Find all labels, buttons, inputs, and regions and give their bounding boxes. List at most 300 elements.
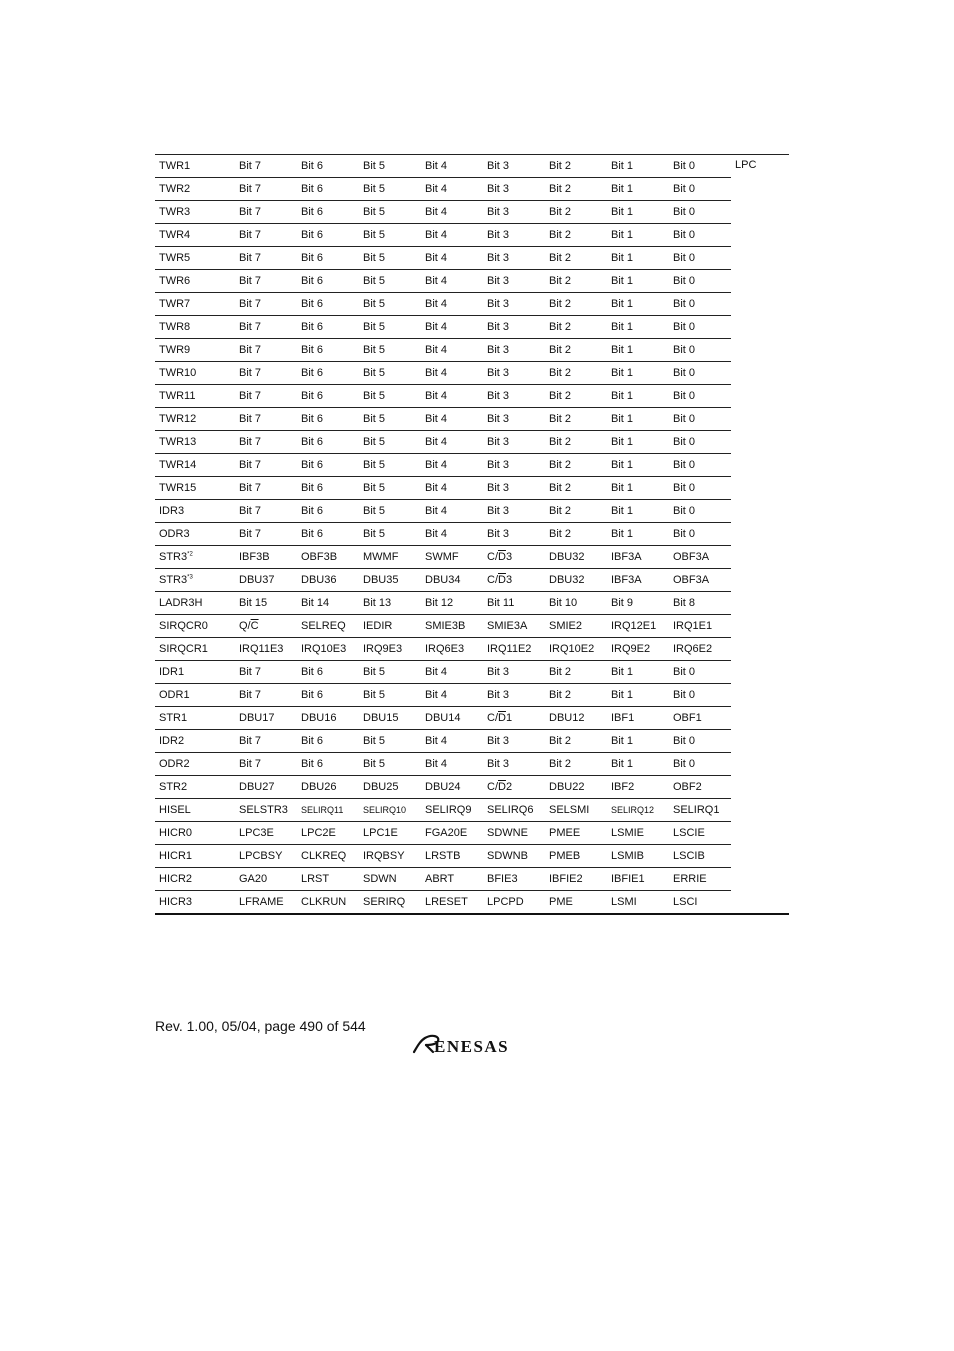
bit-cell: DBU32 <box>545 569 607 592</box>
bit-cell: IRQ11E3 <box>235 638 297 661</box>
bit-cell: Bit 1 <box>607 224 669 247</box>
bit-cell: Bit 4 <box>421 684 483 707</box>
overline-text: $\overline{D}$ <box>498 711 506 724</box>
bit-cell: Bit 4 <box>421 477 483 500</box>
bit-cell: SELIRQ1 <box>669 799 731 822</box>
bit-cell: Bit 6 <box>297 408 359 431</box>
bit-cell: DBU14 <box>421 707 483 730</box>
bit-cell: Bit 6 <box>297 523 359 546</box>
bit-cell: Bit 7 <box>235 316 297 339</box>
bit-cell: Bit 5 <box>359 362 421 385</box>
bit-cell: SELSMI <box>545 799 607 822</box>
bit-cell: Bit 6 <box>297 362 359 385</box>
bit-cell: Bit 7 <box>235 178 297 201</box>
register-name-cell: STR2 <box>155 776 235 799</box>
bit-cell: Bit 0 <box>669 362 731 385</box>
bit-cell: OBF1 <box>669 707 731 730</box>
bit-cell: Bit 4 <box>421 155 483 178</box>
bit-cell: Bit 5 <box>359 270 421 293</box>
bit-cell: SDWN <box>359 868 421 891</box>
register-name-cell: TWR15 <box>155 477 235 500</box>
register-name-cell: TWR4 <box>155 224 235 247</box>
bit-cell: Bit 7 <box>235 730 297 753</box>
bit-cell: Bit 6 <box>297 661 359 684</box>
bit-cell: Bit 3 <box>483 247 545 270</box>
table-row <box>155 385 789 408</box>
bit-cell: LPC1E <box>359 822 421 845</box>
bit-cell: SELSTR3 <box>235 799 297 822</box>
bit-cell: Bit 1 <box>607 408 669 431</box>
register-name-cell: HICR2 <box>155 868 235 891</box>
register-name-cell: ODR2 <box>155 753 235 776</box>
table-row <box>155 891 789 915</box>
bit-cell: Bit 4 <box>421 431 483 454</box>
bit-cell: Bit 3 <box>483 270 545 293</box>
table-row <box>155 661 789 684</box>
register-name-cell: HICR1 <box>155 845 235 868</box>
bit-cell: IRQ10E3 <box>297 638 359 661</box>
bit-cell: LSMIE <box>607 822 669 845</box>
register-name-cell: HISEL <box>155 799 235 822</box>
table-row <box>155 845 789 868</box>
bit-cell: Bit 2 <box>545 523 607 546</box>
bit-cell: Bit 3 <box>483 408 545 431</box>
bit-cell: Bit 7 <box>235 385 297 408</box>
bit-cell: Bit 7 <box>235 431 297 454</box>
bit-cell: Bit 5 <box>359 316 421 339</box>
bit-cell: $Q/\overline{C}$ <box>235 615 297 638</box>
bit-cell: Bit 0 <box>669 316 731 339</box>
bit-cell: Bit 0 <box>669 201 731 224</box>
bit-cell: Bit 7 <box>235 500 297 523</box>
bit-cell: SERIRQ <box>363 895 406 908</box>
table-row <box>155 868 789 891</box>
bit-cell: Bit 6 <box>297 224 359 247</box>
bit-cell: LPCPD <box>487 895 524 908</box>
bit-cell: ABRT <box>421 868 483 891</box>
bit-cell: Bit 6 <box>297 247 359 270</box>
table-row <box>155 707 789 730</box>
bit-cell: SMIE3B <box>421 615 483 638</box>
table-row <box>155 454 789 477</box>
bit-cell: DBU35 <box>359 569 421 592</box>
bit-cell: Bit 6 <box>297 178 359 201</box>
bit-cell: LRESET <box>425 895 468 908</box>
bit-cell: Bit 4 <box>421 408 483 431</box>
bit-cell: Bit 3 <box>483 730 545 753</box>
table-row <box>155 546 789 569</box>
bit-cell: Bit 1 <box>607 385 669 408</box>
bit-cell: Bit 3 <box>483 155 545 178</box>
bit-cell: Bit 3 <box>483 684 545 707</box>
register-name-cell: TWR10 <box>155 362 235 385</box>
bit-cell: Bit 2 <box>545 753 607 776</box>
bit-cell: SELREQ <box>297 615 359 638</box>
bit-cell: Bit 3 <box>483 362 545 385</box>
register-name-cell: SIRQCR0 <box>155 615 235 638</box>
bit-cell: Bit 3 <box>483 178 545 201</box>
bit-cell: Bit 4 <box>421 178 483 201</box>
bit-cell: Bit 7 <box>235 224 297 247</box>
bit-cell: Bit 1 <box>607 362 669 385</box>
bit-cell: Bit 5 <box>359 201 421 224</box>
bit-cell: Bit 1 <box>607 730 669 753</box>
bit-cell: GA20 <box>235 868 297 891</box>
bit-cell: IRQ6E3 <box>421 638 483 661</box>
register-name-cell: HICR0 <box>155 822 235 845</box>
bit-cell: Bit 3 <box>483 339 545 362</box>
bit-cell: IRQ12E1 <box>607 615 669 638</box>
bit-cell: $C/\overline{D}3$ <box>483 569 545 592</box>
bit-cell: Bit 6 <box>297 753 359 776</box>
bit-cell: IRQ11E2 <box>483 638 545 661</box>
bit-cell: Bit 3 <box>483 431 545 454</box>
bit-cell: Bit 3 <box>483 316 545 339</box>
bit-cell: Bit 4 <box>421 661 483 684</box>
bit-cell: IRQ10E2 <box>545 638 607 661</box>
bit-cell: Bit 2 <box>545 155 607 178</box>
bit-cell: Bit 0 <box>669 178 731 201</box>
register-name-cell: IDR2 <box>155 730 235 753</box>
bit-cell: Bit 4 <box>421 224 483 247</box>
bit-cell: DBU36 <box>297 569 359 592</box>
bit-cell: Bit 0 <box>669 477 731 500</box>
bit-cell: Bit 0 <box>669 247 731 270</box>
bit-cell <box>607 799 669 822</box>
bit-cell: Bit 1 <box>607 155 669 178</box>
table-row <box>155 500 789 523</box>
bit-cell: DBU12 <box>545 707 607 730</box>
bit-cell: Bit 2 <box>545 661 607 684</box>
bit-cell: Bit 1 <box>607 270 669 293</box>
bit-cell: Bit 0 <box>669 730 731 753</box>
bit-cell: Bit 2 <box>545 454 607 477</box>
bit-cell: Bit 6 <box>297 730 359 753</box>
register-name-cell: TWR2 <box>155 178 235 201</box>
bit-cell: IBFIE1 <box>607 868 669 891</box>
bit-cell: Bit 5 <box>359 500 421 523</box>
bit-cell: Bit 2 <box>545 339 607 362</box>
bit-cell: Bit 4 <box>421 362 483 385</box>
svg-text:ENESAS: ENESAS <box>434 1037 510 1056</box>
overline-text: $\overline{D}$ <box>498 780 506 793</box>
bit-cell: Bit 3 <box>483 224 545 247</box>
bit-cell: IRQ9E3 <box>359 638 421 661</box>
bit-cell: Bit 6 <box>297 339 359 362</box>
register-name-cell: TWR11 <box>155 385 235 408</box>
bit-cell: Bit 4 <box>421 247 483 270</box>
bit-cell: Bit 0 <box>669 385 731 408</box>
bit-cell: DBU25 <box>359 776 421 799</box>
bit-cell: PME <box>549 895 573 908</box>
bit-cell: Bit 4 <box>421 270 483 293</box>
bit-cell: Bit 6 <box>297 500 359 523</box>
bit-cell: Bit 1 <box>607 477 669 500</box>
bit-cell: Bit 0 <box>669 224 731 247</box>
bit-cell: SELIRQ6 <box>483 799 545 822</box>
table-row <box>155 776 789 799</box>
table-row <box>155 408 789 431</box>
bit-cell: ERRIE <box>669 868 731 891</box>
overline-text: $\overline{D}$ <box>498 550 506 563</box>
bit-cell: DBU24 <box>421 776 483 799</box>
bit-cell: IBF3B <box>235 546 297 569</box>
bit-cell: IRQBSY <box>359 845 421 868</box>
bit-cell: Bit 15 <box>235 592 297 615</box>
bit-cell: Bit 1 <box>607 523 669 546</box>
bit-cell: OBF3A <box>669 546 731 569</box>
bit-cell: Bit 6 <box>297 684 359 707</box>
bit-cell: Bit 6 <box>297 431 359 454</box>
bit-cell: Bit 7 <box>235 293 297 316</box>
bit-cell <box>359 799 421 822</box>
bit-cell: LPC3E <box>235 822 297 845</box>
register-name-cell: LADR3H <box>155 592 235 615</box>
bit-cell: Bit 4 <box>421 523 483 546</box>
bit-cell: Bit 1 <box>607 454 669 477</box>
bit-cell: Bit 7 <box>235 477 297 500</box>
register-name-cell: ODR3 <box>155 523 235 546</box>
bit-cell: Bit 7 <box>235 408 297 431</box>
bit-cell: Bit 5 <box>359 684 421 707</box>
bit-cell: Bit 3 <box>483 454 545 477</box>
bit-cell: Bit 9 <box>607 592 669 615</box>
bit-cell: Bit 4 <box>421 753 483 776</box>
bit-cell: Bit 5 <box>359 454 421 477</box>
bit-cell: Bit 6 <box>297 293 359 316</box>
bit-cell: Bit 2 <box>545 362 607 385</box>
bit-cell: Bit 1 <box>607 201 669 224</box>
bit-cell: Bit 0 <box>669 661 731 684</box>
bit-cell: Bit 1 <box>607 178 669 201</box>
bit-cell: Bit 1 <box>607 316 669 339</box>
bit-cell: Bit 2 <box>545 408 607 431</box>
table-row <box>155 431 789 454</box>
bit-cell: Bit 8 <box>669 592 731 615</box>
bit-cell: Bit 6 <box>297 201 359 224</box>
bit-cell: Bit 0 <box>669 408 731 431</box>
table-row <box>155 822 789 845</box>
page-footer: Rev. 1.00, 05/04, page 490 of 544 <box>155 1018 366 1034</box>
bit-cell: Bit 5 <box>359 408 421 431</box>
bit-cell: LSCIB <box>669 845 731 868</box>
bit-cell: Bit 0 <box>669 684 731 707</box>
register-name-cell: TWR1 <box>155 155 235 178</box>
bit-cell: SELIRQ9 <box>421 799 483 822</box>
bit-cell: Bit 5 <box>359 155 421 178</box>
bit-cell: CLKRUN <box>301 895 347 908</box>
bit-cell: SMIE2 <box>545 615 607 638</box>
bit-cell: Bit 3 <box>483 523 545 546</box>
table-row <box>155 270 789 293</box>
bit-cell: BFIE3 <box>483 868 545 891</box>
bit-cell: OBF3A <box>669 569 731 592</box>
bit-cell: Bit 12 <box>421 592 483 615</box>
bit-cell: Bit 1 <box>607 500 669 523</box>
bit-cell: Bit 5 <box>359 661 421 684</box>
bit-cell: Bit 0 <box>669 454 731 477</box>
bit-cell: DBU22 <box>545 776 607 799</box>
bit-cell: LPC2E <box>297 822 359 845</box>
footnote-marker: *2 <box>187 550 193 557</box>
bit-cell: SMIE3A <box>483 615 545 638</box>
bit-cell: IRQ1E1 <box>669 615 731 638</box>
bit-cell: $C/\overline{D}1$ <box>483 707 545 730</box>
bit-cell: Bit 5 <box>359 293 421 316</box>
bit-cell: Bit 0 <box>669 155 731 178</box>
bit-cell: Bit 7 <box>235 454 297 477</box>
register-name-cell: STR1 <box>155 707 235 730</box>
bit-cell: Bit 1 <box>607 661 669 684</box>
bit-cell: Bit 5 <box>359 730 421 753</box>
bit-cell: Bit 5 <box>359 385 421 408</box>
register-name-cell: HICR3 <box>159 895 193 908</box>
table-row <box>155 247 789 270</box>
bit-cell: Bit 0 <box>669 523 731 546</box>
bit-cell: Bit 2 <box>545 477 607 500</box>
bit-cell: DBU34 <box>421 569 483 592</box>
bit-cell: Bit 2 <box>545 431 607 454</box>
register-name-cell: TWR13 <box>155 431 235 454</box>
bit-cell: Bit 4 <box>421 339 483 362</box>
bit-cell: Bit 4 <box>421 293 483 316</box>
bit-cell: Bit 5 <box>359 247 421 270</box>
bit-cell: SDWNB <box>483 845 545 868</box>
bit-cell: Bit 2 <box>545 201 607 224</box>
bit-cell: Bit 7 <box>235 201 297 224</box>
bit-cell: Bit 4 <box>421 385 483 408</box>
bit-cell: IBF1 <box>607 707 669 730</box>
bit-cell: Bit 11 <box>483 592 545 615</box>
bit-small-text: SELIRQ12 <box>611 804 655 815</box>
bit-cell: Bit 1 <box>607 431 669 454</box>
bit-cell: Bit 7 <box>235 270 297 293</box>
bit-cell: Bit 3 <box>483 753 545 776</box>
bit-cell: Bit 3 <box>483 201 545 224</box>
table-row <box>155 615 789 638</box>
bit-cell: DBU17 <box>235 707 297 730</box>
bit-cell: Bit 5 <box>359 753 421 776</box>
bit-cell: Bit 0 <box>669 293 731 316</box>
table-row <box>155 592 789 615</box>
bit-cell: Bit 7 <box>235 661 297 684</box>
bit-cell: Bit 1 <box>607 684 669 707</box>
bit-cell: DBU27 <box>235 776 297 799</box>
bit-cell: Bit 6 <box>297 270 359 293</box>
table-row <box>155 799 789 822</box>
bit-cell: IBF2 <box>607 776 669 799</box>
bit-cell: FGA20E <box>421 822 483 845</box>
bit-cell: Bit 5 <box>359 224 421 247</box>
bit-cell: Bit 13 <box>359 592 421 615</box>
bit-cell: Bit 6 <box>297 316 359 339</box>
bit-cell: Bit 6 <box>297 385 359 408</box>
bit-cell: Bit 2 <box>545 270 607 293</box>
register-name-cell: SIRQCR1 <box>155 638 235 661</box>
bit-cell: MWMF <box>359 546 421 569</box>
bit-cell: Bit 3 <box>483 477 545 500</box>
bit-cell: LRST <box>297 868 359 891</box>
register-name-cell: TWR3 <box>155 201 235 224</box>
register-name-cell: TWR14 <box>155 454 235 477</box>
bit-cell: LSMI <box>611 895 637 908</box>
bit-cell: LSMIB <box>607 845 669 868</box>
bit-cell: $C/\overline{D}3$ <box>483 546 545 569</box>
bit-cell: Bit 1 <box>607 293 669 316</box>
bit-cell: Bit 0 <box>669 753 731 776</box>
bit-cell: Bit 2 <box>545 293 607 316</box>
bit-cell: Bit 4 <box>421 730 483 753</box>
bit-cell: Bit 2 <box>545 385 607 408</box>
bit-small-text: SELIRQ10 <box>363 804 407 815</box>
table-row <box>155 569 789 592</box>
register-name-cell: IDR3 <box>155 500 235 523</box>
bit-cell: DBU32 <box>545 546 607 569</box>
bit-cell: Bit 4 <box>421 454 483 477</box>
bit-cell: Bit 0 <box>669 431 731 454</box>
overline-text: $\overline{C}$ <box>250 619 259 632</box>
bit-cell: IRQ9E2 <box>607 638 669 661</box>
bit-cell: Bit 6 <box>297 155 359 178</box>
bit-cell: Bit 5 <box>359 431 421 454</box>
register-name-cell: TWR9 <box>155 339 235 362</box>
bit-cell: OBF3B <box>297 546 359 569</box>
table-row <box>155 638 789 661</box>
table-row <box>155 224 789 247</box>
register-name-cell: IDR1 <box>155 661 235 684</box>
table-row <box>155 362 789 385</box>
bit-cell: DBU15 <box>359 707 421 730</box>
table-row <box>155 201 789 224</box>
bit-cell: Bit 3 <box>483 500 545 523</box>
bit-cell: $C/\overline{D}2$ <box>483 776 545 799</box>
table-row <box>155 178 789 201</box>
register-name-cell: TWR8 <box>155 316 235 339</box>
bit-cell: Bit 5 <box>359 477 421 500</box>
bit-cell: Bit 1 <box>607 753 669 776</box>
bit-cell: IBF3A <box>607 569 669 592</box>
bit-cell: Bit 2 <box>545 178 607 201</box>
bit-cell: Bit 2 <box>545 684 607 707</box>
table-row <box>155 316 789 339</box>
bit-cell: Bit 3 <box>483 293 545 316</box>
bit-cell: Bit 5 <box>359 523 421 546</box>
bit-cell: Bit 6 <box>297 454 359 477</box>
bit-cell: Bit 7 <box>235 362 297 385</box>
bit-cell: Bit 7 <box>235 523 297 546</box>
register-name-cell: STR3$^{*2}$ <box>155 546 235 569</box>
module-name-cell: LPC <box>735 159 757 171</box>
bit-cell: PMEE <box>545 822 607 845</box>
register-name-cell: TWR12 <box>155 408 235 431</box>
bit-cell: Bit 10 <box>545 592 607 615</box>
register-bit-table <box>155 154 789 915</box>
bit-cell: CLKREQ <box>297 845 359 868</box>
bit-cell: Bit 5 <box>359 339 421 362</box>
bit-cell: Bit 3 <box>483 661 545 684</box>
table-row <box>155 684 789 707</box>
bit-cell: LSCIE <box>669 822 731 845</box>
bit-cell: PMEB <box>545 845 607 868</box>
register-name-cell: TWR6 <box>155 270 235 293</box>
bit-cell <box>297 799 359 822</box>
bit-cell: Bit 2 <box>545 500 607 523</box>
bit-cell: DBU37 <box>235 569 297 592</box>
bit-cell: Bit 2 <box>545 730 607 753</box>
bit-cell: IEDIR <box>359 615 421 638</box>
bit-cell: Bit 7 <box>235 339 297 362</box>
bit-cell: Bit 7 <box>235 247 297 270</box>
